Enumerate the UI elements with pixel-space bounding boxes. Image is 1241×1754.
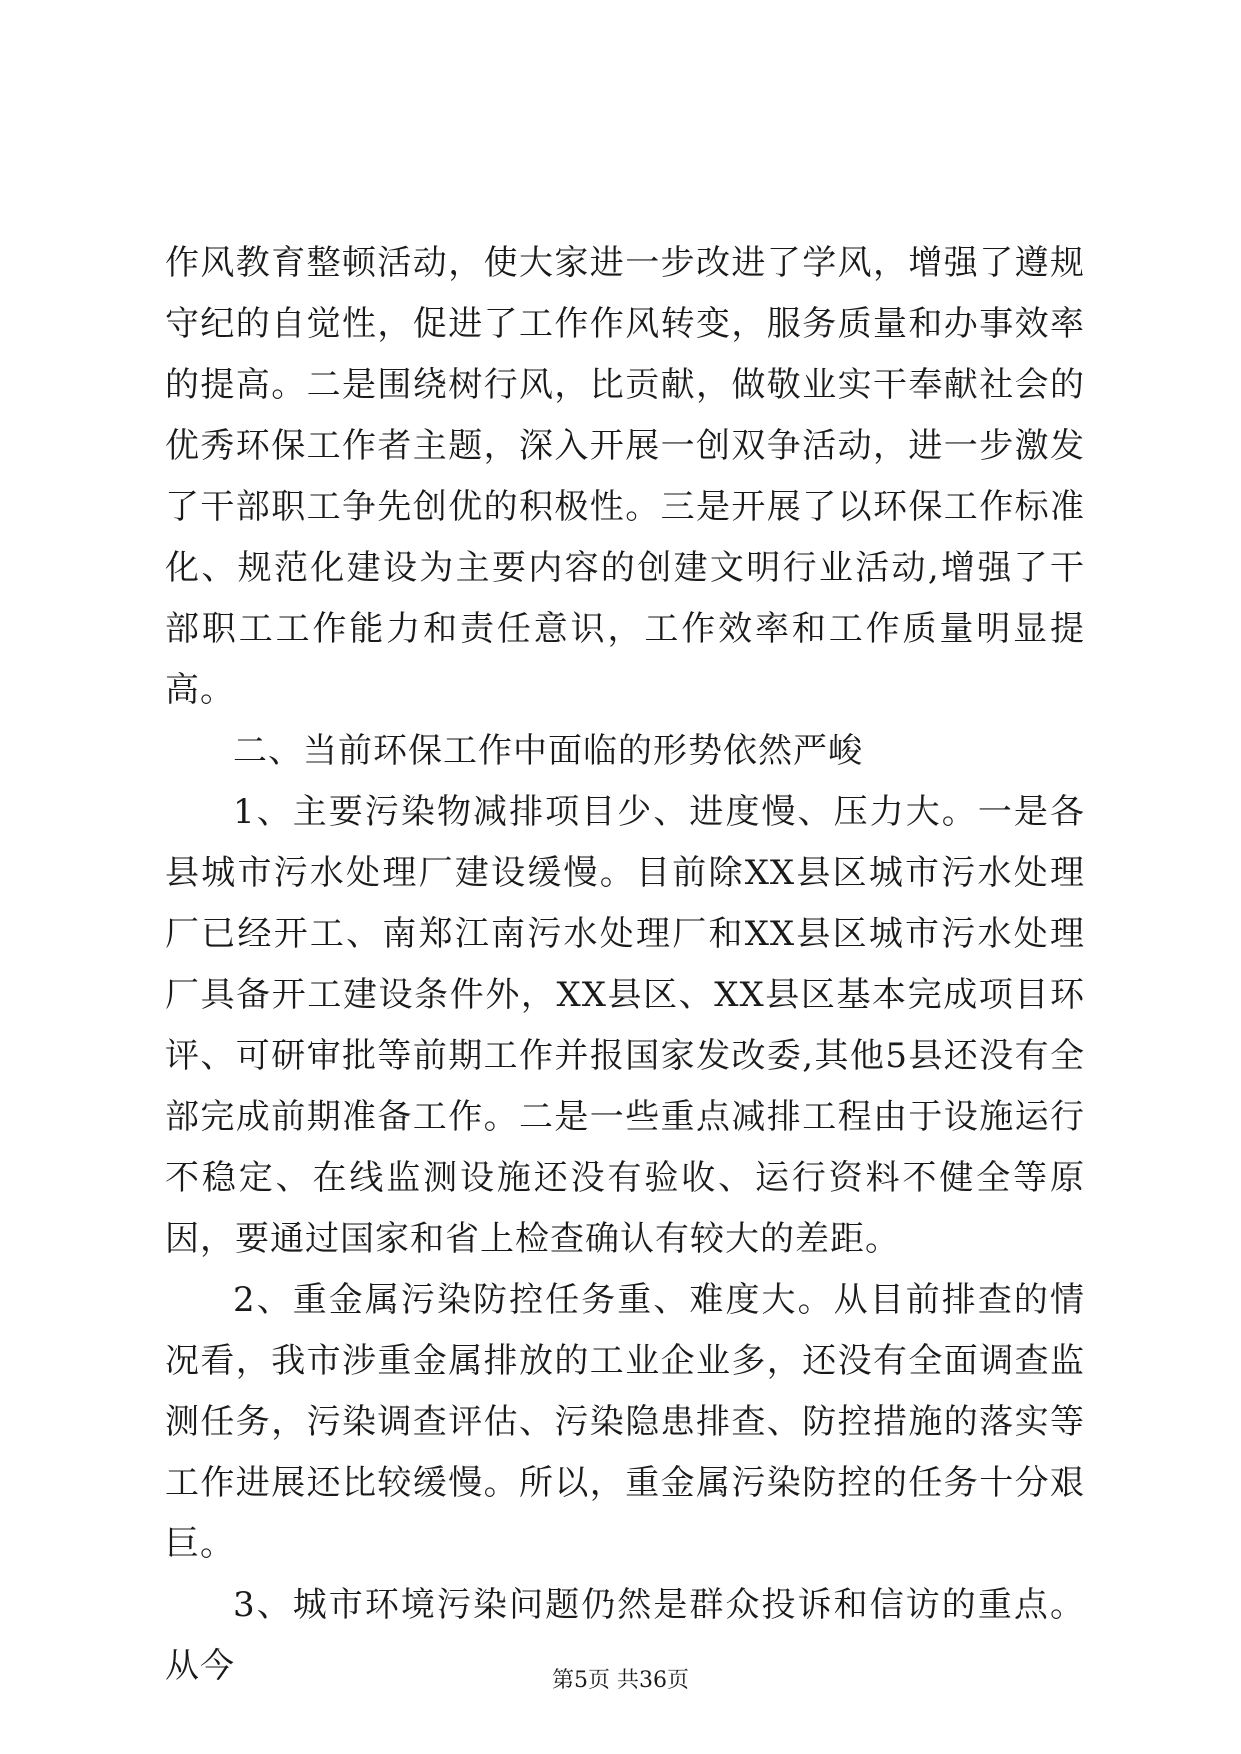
paragraph-urban-pollution: 3、城市环境污染问题仍然是群众投诉和信访的重点。从今 — [165, 1585, 1085, 1686]
paragraph-work-style: 作风教育整顿活动，使大家进一步改进了学风，增强了遵规守纪的自觉性，促进了工作作风转变，服务质量和办事效率的提高。二是围绕树行风，比贡献，做敬业实干奉献社会的优秀环保工作者主题，深入开展一创双争活动，进一步激发了干部职工争先创优的积极性。三是开展了以环保工作标准化、规范化建设为主要内容的创建文明行业活动,增强了干部职工工作能力和责任意识，工作效率和工作质量明显提高。 — [165, 243, 1085, 710]
section-heading-environmental-situation: 二、当前环保工作中面临的形势依然严峻 — [233, 731, 863, 771]
page-number-footer: 第5页 共36页 — [552, 1668, 689, 1693]
document-body — [165, 233, 1085, 1697]
paragraph-heavy-metal-pollution: 2、重金属污染防控任务重、难度大。从目前排查的情况看，我市涉重金属排放的工业企业多，还没有全面调查监测任务，污染调查评估、污染隐患排查、防控措施的落实等工作进展还比较缓慢。所以，重金属污染防控的任务十分艰巨。 — [165, 1280, 1085, 1564]
paragraph-emission-reduction: 1、主要污染物减排项目少、进度慢、压力大。一是各县城市污水处理厂建设缓慢。目前除XX县区城市污水处理厂已经开工、南郑江南污水处理厂和XX县区城市污水处理厂具备开工建设条件外，XX县区、XX县区基本完成项目环评、可研审批等前期工作并报国家发改委,其他5县还没有全部完成前期准备工作。二是一些重点减排工程由于设施运行不稳定、在线监测设施还没有验收、运行资料不健全等原因，要通过国家和省上检查确认有较大的差距。 — [165, 792, 1085, 1259]
